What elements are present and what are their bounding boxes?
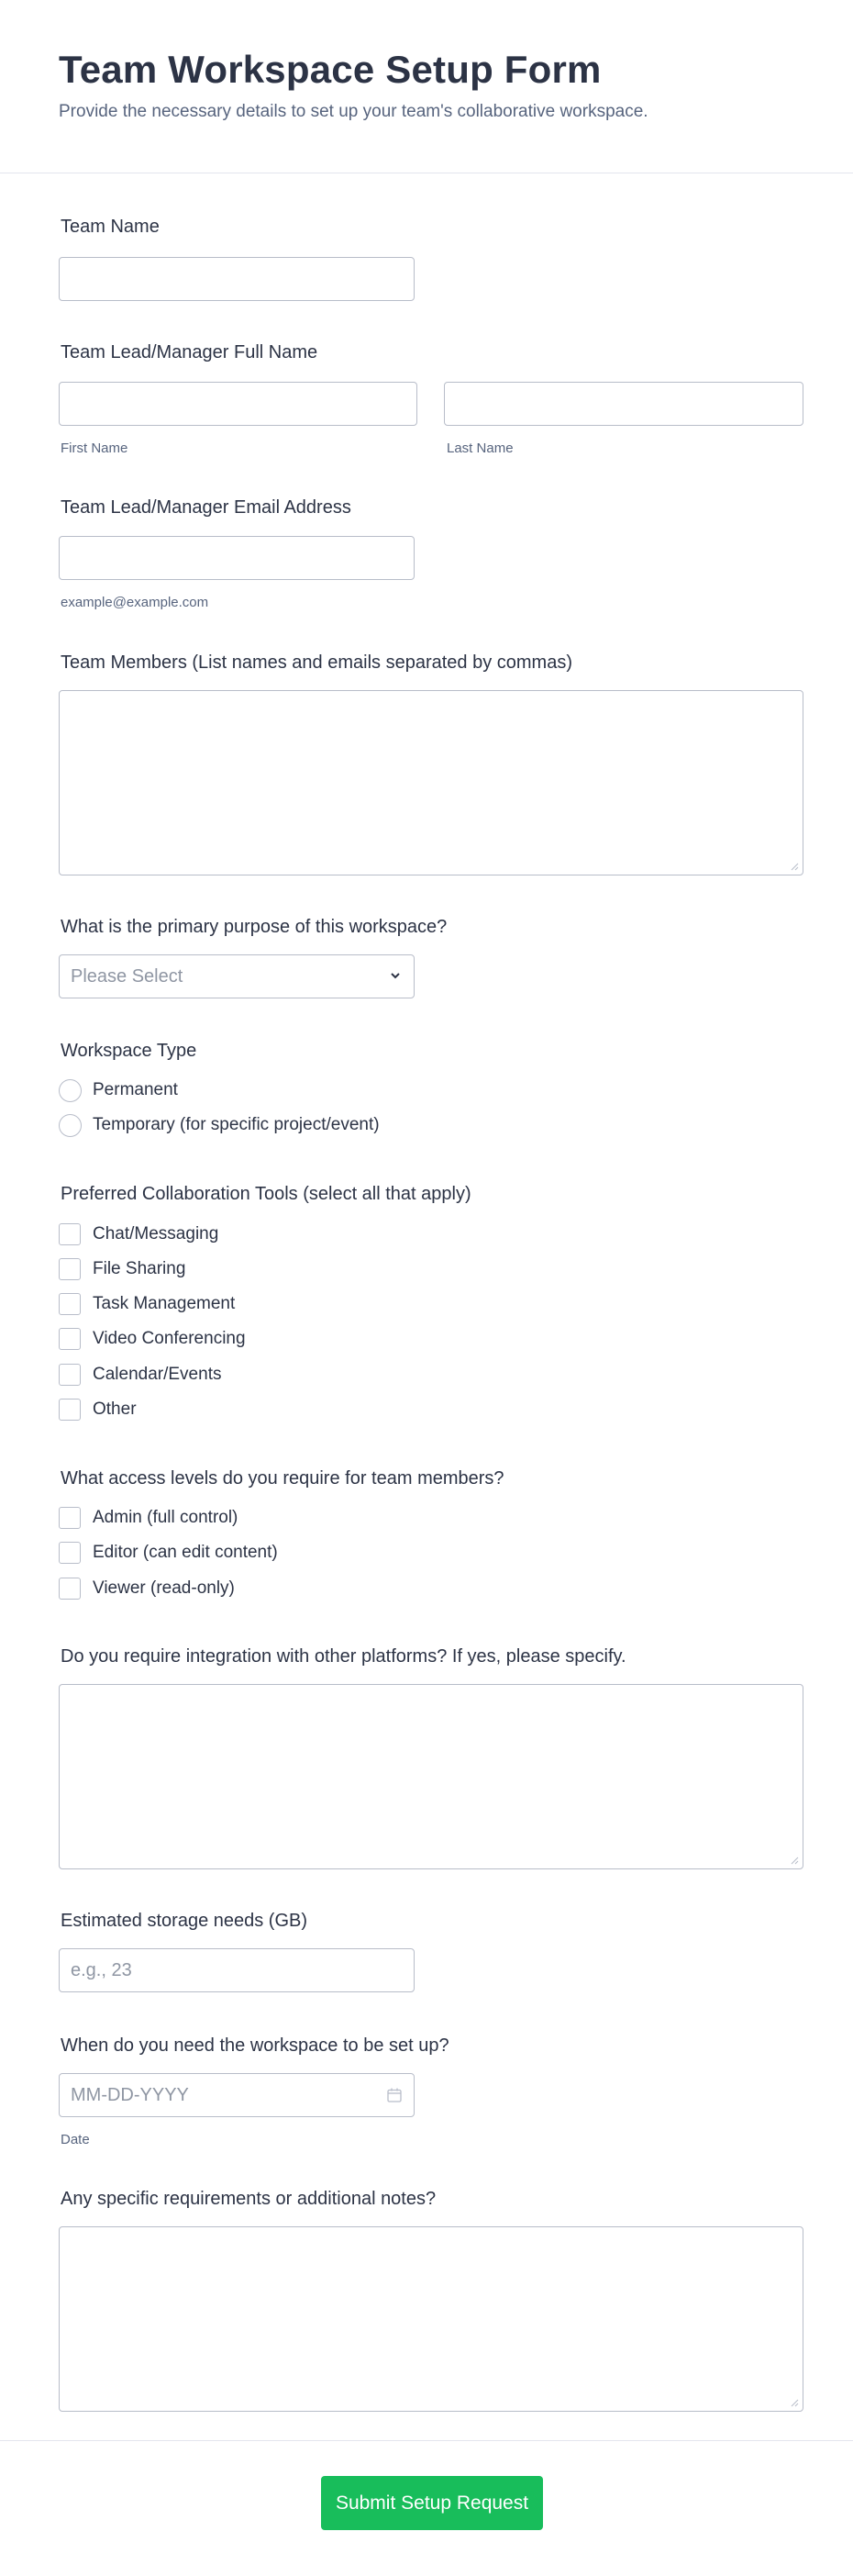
setup-date-label: When do you need the workspace to be set up? (61, 2035, 449, 2056)
purpose-select[interactable] (59, 954, 415, 998)
setup-date-input[interactable] (59, 2073, 415, 2117)
option-label: Viewer (read-only) (93, 1578, 235, 1598)
email-sublabel: example@example.com (61, 595, 209, 610)
storage-placeholder: e.g., 23 (71, 1960, 132, 1980)
resize-grip-icon[interactable] (790, 2398, 799, 2407)
checkbox[interactable] (59, 1328, 81, 1350)
access-option-viewer[interactable] (59, 1578, 334, 1601)
option-label: Permanent (93, 1080, 178, 1099)
submit-button[interactable]: Submit Setup Request (321, 2476, 543, 2530)
access-option-editor[interactable] (59, 1542, 334, 1566)
tools-label: Preferred Collaboration Tools (select all that apply) (61, 1184, 471, 1204)
purpose-label: What is the primary purpose of this workspace? (61, 917, 448, 937)
lead-email-input[interactable] (59, 536, 415, 580)
chevron-down-icon (388, 968, 403, 983)
lead-email-label: Team Lead/Manager Email Address (61, 497, 351, 518)
access-label: What access levels do you require for team members? (61, 1468, 504, 1489)
workspace-type-option-temporary[interactable] (59, 1114, 426, 1138)
option-label: Chat/Messaging (93, 1224, 219, 1243)
workspace-type-option-permanent[interactable] (59, 1079, 334, 1103)
option-label: Other (93, 1400, 137, 1419)
last-name-sublabel: Last Name (447, 440, 514, 456)
option-label: Admin (full control) (93, 1508, 238, 1527)
checkbox[interactable] (59, 1293, 81, 1315)
purpose-placeholder: Please Select (71, 966, 183, 987)
checkbox[interactable] (59, 1507, 81, 1529)
lead-name-label: Team Lead/Manager Full Name (61, 342, 318, 362)
lead-first-name-input[interactable] (59, 382, 417, 426)
checkbox[interactable] (59, 1258, 81, 1280)
form-subtitle: Provide the necessary details to set up your team's collaborative workspace. (59, 102, 648, 121)
form-header (0, 0, 853, 173)
tools-option-file-sharing[interactable] (59, 1258, 334, 1282)
team-name-input[interactable] (59, 257, 415, 301)
form-title: Team Workspace Setup Form (59, 48, 602, 91)
checkbox[interactable] (59, 1542, 81, 1564)
radio-button[interactable] (59, 1114, 82, 1137)
resize-grip-icon[interactable] (790, 862, 799, 871)
integration-label: Do you require integration with other platforms? If yes, please specify. (61, 1646, 626, 1667)
notes-label: Any specific requirements or additional notes? (61, 2189, 437, 2209)
notes-textarea[interactable] (59, 2226, 803, 2412)
team-members-label: Team Members (List names and emails separated by commas) (61, 652, 572, 673)
team-name-label: Team Name (61, 217, 160, 237)
tools-option-other[interactable] (59, 1399, 334, 1422)
form-footer (0, 2440, 853, 2576)
integration-textarea[interactable] (59, 1684, 803, 1869)
lead-last-name-input[interactable] (444, 382, 803, 426)
storage-label: Estimated storage needs (GB) (61, 1911, 308, 1931)
option-label: Calendar/Events (93, 1365, 222, 1384)
tools-option-calendar[interactable] (59, 1364, 334, 1388)
resize-grip-icon[interactable] (790, 1856, 799, 1865)
team-members-textarea[interactable] (59, 690, 803, 875)
storage-input[interactable] (59, 1948, 415, 1992)
checkbox[interactable] (59, 1399, 81, 1421)
first-name-sublabel: First Name (61, 440, 128, 456)
checkbox[interactable] (59, 1578, 81, 1600)
workspace-type-label: Workspace Type (61, 1041, 197, 1061)
access-option-admin[interactable] (59, 1507, 334, 1531)
option-label: Editor (can edit content) (93, 1543, 278, 1562)
checkbox[interactable] (59, 1364, 81, 1386)
setup-date-placeholder: MM-DD-YYYY (71, 2085, 189, 2105)
option-label: Task Management (93, 1294, 236, 1313)
tools-option-task-management[interactable] (59, 1293, 334, 1317)
option-label: Video Conferencing (93, 1329, 246, 1348)
option-label: Temporary (for specific project/event) (93, 1115, 380, 1134)
option-label: File Sharing (93, 1259, 186, 1278)
tools-option-chat[interactable] (59, 1223, 334, 1247)
checkbox[interactable] (59, 1223, 81, 1245)
radio-button[interactable] (59, 1079, 82, 1102)
setup-date-sublabel: Date (61, 2132, 90, 2147)
tools-option-video-conferencing[interactable] (59, 1328, 334, 1352)
calendar-icon[interactable] (386, 2087, 403, 2103)
